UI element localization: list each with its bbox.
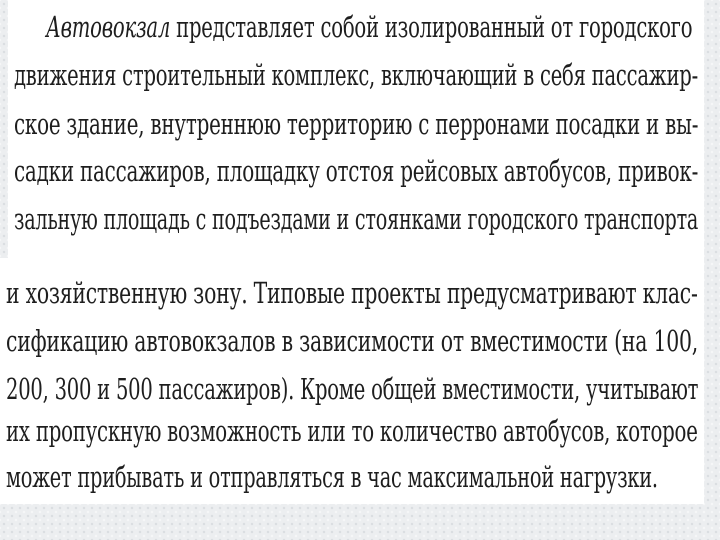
- text-line: движения строительный комплекс, включающий в себя пассажир-: [14, 59, 698, 93]
- text-line-rest: представляет собой изолированный от городского: [170, 11, 693, 45]
- text-line: [46, 11, 693, 45]
- text-line: сификацию автовокзалов в зависимости от вместимости (на 100,: [6, 325, 699, 359]
- text-line: ское здание, внутреннюю территорию с перронами посадки и вы-: [14, 108, 699, 142]
- text-line: может прибывать и отправляться в час максимальной нагрузки.: [6, 461, 658, 495]
- scan-fragment-bottom: [0, 258, 704, 504]
- text-line: зальную площадь с подъездами и стоянками городского транспорта: [14, 203, 699, 237]
- scan-fragment-top: [8, 0, 704, 258]
- text-line: садки пассажиров, площадку отстоя рейсовых автобусов, привок-: [14, 155, 699, 189]
- text-line: 200, 300 и 500 пассажиров). Кроме общей вместимости, учитывают: [6, 373, 699, 407]
- term-avtovokzal: Автовокзал: [46, 11, 171, 45]
- text-line: и хозяйственную зону. Типовые проекты предусматривают клас-: [6, 277, 698, 311]
- text-line: их пропускную возможность или то количество автобусов, которое: [6, 415, 698, 449]
